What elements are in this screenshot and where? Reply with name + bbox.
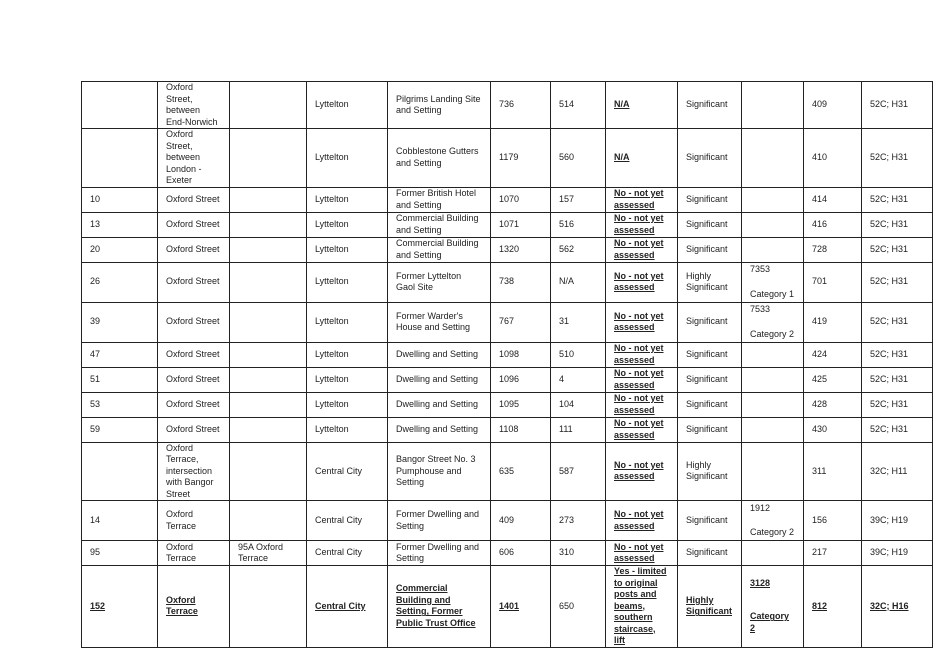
cell-street-name: Oxford Street [158,262,230,302]
cell-street-number: 47 [82,342,158,367]
cell-item-description: Commercial Building and Setting [388,237,491,262]
cell-significance: Significant [678,187,742,212]
cell-street-number [82,129,158,188]
cell-assessment-id: 650 [551,566,606,648]
cell-significance: Significant [678,237,742,262]
cell-district-plan-id: 217 [804,541,862,566]
cell-item-description: Former Lyttelton Gaol Site [388,262,491,302]
table-row [82,442,933,501]
cell-planning-map: 52C; H31 [862,342,933,367]
cell-item-description: Cobblestone Gutters and Setting [388,129,491,188]
listing-number: 1912 [750,502,771,513]
cell-planning-map: 39C; H19 [862,501,933,541]
cell-area: Lyttelton [307,417,388,442]
table-row [82,212,933,237]
cell-item-description: Dwelling and Setting [388,392,491,417]
cell-heritage-item-id: 1108 [491,417,551,442]
table-row [82,501,933,541]
cell-heritage-item-id: 1096 [491,367,551,392]
cell-significance: Significant [678,129,742,188]
cell-interior-protection: No - not yet assessed [606,417,678,442]
cell-alt-address [230,417,307,442]
cell-interior-protection: No - not yet assessed [606,367,678,392]
cell-alt-address [230,212,307,237]
cell-assessment-id: 510 [551,342,606,367]
cell-item-description: Bangor Street No. 3 Pumphouse and Setting [388,442,491,501]
cell-assessment-id: 104 [551,392,606,417]
cell-significance: Significant [678,302,742,342]
cell-nz-heritage-listing [742,566,804,648]
cell-district-plan-id: 409 [804,82,862,129]
cell-district-plan-id: 701 [804,262,862,302]
cell-assessment-id: 560 [551,129,606,188]
cell-district-plan-id: 419 [804,302,862,342]
cell-nz-heritage-listing [742,392,804,417]
cell-alt-address [230,262,307,302]
cell-planning-map: 52C; H31 [862,237,933,262]
cell-street-name: Oxford Street [158,367,230,392]
cell-street-number [82,442,158,501]
cell-item-description: Former Dwelling and Setting [388,541,491,566]
cell-nz-heritage-listing [742,442,804,501]
cell-street-number: 152 [82,566,158,648]
cell-street-name: Oxford Street [158,187,230,212]
cell-area: Lyttelton [307,367,388,392]
cell-significance: Significant [678,212,742,237]
cell-nz-heritage-listing [742,302,804,342]
table-row [82,82,933,129]
cell-area: Lyttelton [307,262,388,302]
cell-item-description: Dwelling and Setting [388,367,491,392]
cell-alt-address [230,392,307,417]
cell-interior-protection: N/A [606,129,678,188]
cell-interior-protection: No - not yet assessed [606,262,678,302]
cell-heritage-item-id: 1179 [491,129,551,188]
cell-heritage-item-id: 1098 [491,342,551,367]
cell-item-description: Former Dwelling and Setting [388,501,491,541]
cell-area: Lyttelton [307,82,388,129]
cell-street-number: 53 [82,392,158,417]
cell-heritage-item-id: 738 [491,262,551,302]
listing-category: Category 2 [750,611,790,633]
cell-interior-protection: No - not yet assessed [606,442,678,501]
cell-alt-address [230,302,307,342]
cell-interior-protection: No - not yet assessed [606,302,678,342]
cell-nz-heritage-listing [742,367,804,392]
heritage-table [81,81,933,648]
cell-district-plan-id: 416 [804,212,862,237]
cell-nz-heritage-listing [742,262,804,302]
cell-heritage-item-id: 409 [491,501,551,541]
cell-street-name: Oxford Street [158,302,230,342]
cell-area: Central City [307,442,388,501]
cell-street-number: 59 [82,417,158,442]
cell-planning-map: 39C; H19 [862,541,933,566]
cell-heritage-item-id: 736 [491,82,551,129]
cell-assessment-id: 562 [551,237,606,262]
cell-assessment-id: N/A [551,262,606,302]
cell-planning-map: 52C; H31 [862,392,933,417]
cell-significance: Significant [678,501,742,541]
cell-interior-protection: No - not yet assessed [606,392,678,417]
table-row [82,541,933,566]
listing-number: 3128 [750,578,771,589]
table-row [82,566,933,648]
cell-street-number: 14 [82,501,158,541]
cell-district-plan-id: 410 [804,129,862,188]
cell-area: Central City [307,501,388,541]
cell-street-number: 20 [82,237,158,262]
cell-item-description: Commercial Building and Setting, Former Public Trust Office [388,566,491,648]
table-row [82,302,933,342]
cell-heritage-item-id: 1071 [491,212,551,237]
cell-planning-map: 32C; H11 [862,442,933,501]
listing-category: Category 1 [750,288,795,299]
cell-heritage-item-id: 767 [491,302,551,342]
cell-item-description: Former British Hotel and Setting [388,187,491,212]
cell-significance: Significant [678,541,742,566]
cell-significance: Significant [678,417,742,442]
cell-alt-address [230,442,307,501]
cell-interior-protection: No - not yet assessed [606,501,678,541]
cell-planning-map: 52C; H31 [862,82,933,129]
cell-item-description: Former Warder's House and Setting [388,302,491,342]
cell-district-plan-id: 414 [804,187,862,212]
cell-street-name: Oxford Terrace, intersection with Bangor Street [158,442,230,501]
cell-street-number: 13 [82,212,158,237]
cell-significance: Highly Significant [678,262,742,302]
cell-district-plan-id: 728 [804,237,862,262]
cell-nz-heritage-listing [742,541,804,566]
table-row [82,237,933,262]
cell-area: Lyttelton [307,302,388,342]
cell-assessment-id: 310 [551,541,606,566]
cell-street-name: Oxford Street [158,392,230,417]
cell-assessment-id: 4 [551,367,606,392]
listing-category: Category 2 [750,328,795,339]
cell-nz-heritage-listing [742,501,804,541]
cell-alt-address [230,501,307,541]
cell-interior-protection: No - not yet assessed [606,541,678,566]
cell-significance: Highly Significant [678,442,742,501]
cell-street-name: Oxford Street [158,237,230,262]
cell-significance: Highly Significant [678,566,742,648]
cell-alt-address [230,566,307,648]
cell-planning-map: 52C; H31 [862,367,933,392]
cell-planning-map: 32C; H16 [862,566,933,648]
cell-planning-map: 52C; H31 [862,302,933,342]
cell-area: Lyttelton [307,187,388,212]
cell-planning-map: 52C; H31 [862,129,933,188]
cell-heritage-item-id: 1320 [491,237,551,262]
cell-interior-protection: No - not yet assessed [606,342,678,367]
cell-district-plan-id: 812 [804,566,862,648]
listing-number: 7533 [750,304,771,314]
table-row [82,367,933,392]
cell-assessment-id: 273 [551,501,606,541]
cell-heritage-item-id: 1401 [491,566,551,648]
cell-street-number: 10 [82,187,158,212]
cell-street-number: 39 [82,302,158,342]
cell-assessment-id: 31 [551,302,606,342]
cell-interior-protection: No - not yet assessed [606,212,678,237]
cell-interior-protection: No - not yet assessed [606,187,678,212]
cell-nz-heritage-listing [742,82,804,129]
cell-alt-address [230,367,307,392]
cell-area: Lyttelton [307,212,388,237]
cell-heritage-item-id: 635 [491,442,551,501]
cell-nz-heritage-listing [742,417,804,442]
cell-street-name: Oxford Terrace [158,541,230,566]
cell-assessment-id: 516 [551,212,606,237]
cell-street-name: Oxford Street [158,417,230,442]
listing-number: 7353 [750,264,771,274]
cell-interior-protection: No - not yet assessed [606,237,678,262]
table-row [82,129,933,188]
cell-significance: Significant [678,82,742,129]
cell-area: Lyttelton [307,237,388,262]
cell-area: Lyttelton [307,129,388,188]
cell-district-plan-id: 311 [804,442,862,501]
cell-significance: Significant [678,392,742,417]
cell-nz-heritage-listing [742,212,804,237]
cell-assessment-id: 111 [551,417,606,442]
cell-area: Lyttelton [307,392,388,417]
cell-heritage-item-id: 606 [491,541,551,566]
cell-nz-heritage-listing [742,129,804,188]
cell-street-number: 95 [82,541,158,566]
cell-nz-heritage-listing [742,237,804,262]
cell-item-description: Dwelling and Setting [388,417,491,442]
table-row [82,262,933,302]
cell-area: Central City [307,566,388,648]
cell-heritage-item-id: 1095 [491,392,551,417]
cell-area: Central City [307,541,388,566]
cell-street-name: Oxford Street [158,342,230,367]
cell-heritage-item-id: 1070 [491,187,551,212]
cell-item-description: Dwelling and Setting [388,342,491,367]
cell-planning-map: 52C; H31 [862,262,933,302]
cell-alt-address [230,129,307,188]
cell-significance: Significant [678,367,742,392]
cell-interior-protection: Yes - limited to original posts and beams, southern staircase, lift [606,566,678,648]
cell-assessment-id: 514 [551,82,606,129]
cell-significance: Significant [678,342,742,367]
listing-category: Category 2 [750,527,795,537]
cell-district-plan-id: 430 [804,417,862,442]
cell-street-number: 26 [82,262,158,302]
cell-street-number [82,82,158,129]
cell-street-name: Oxford Street [158,212,230,237]
cell-interior-protection: N/A [606,82,678,129]
cell-nz-heritage-listing [742,342,804,367]
table-row [82,342,933,367]
cell-item-description: Commercial Building and Setting [388,212,491,237]
cell-street-name: Oxford Terrace [158,566,230,648]
cell-area: Lyttelton [307,342,388,367]
cell-alt-address [230,342,307,367]
cell-district-plan-id: 428 [804,392,862,417]
cell-street-name: Oxford Terrace [158,501,230,541]
cell-assessment-id: 157 [551,187,606,212]
cell-alt-address [230,82,307,129]
cell-district-plan-id: 156 [804,501,862,541]
cell-assessment-id: 587 [551,442,606,501]
table-row [82,392,933,417]
cell-district-plan-id: 424 [804,342,862,367]
cell-alt-address [230,237,307,262]
cell-alt-address: 95A Oxford Terrace [230,541,307,566]
cell-nz-heritage-listing [742,187,804,212]
cell-district-plan-id: 425 [804,367,862,392]
cell-street-name: Oxford Street, between End-Norwich [158,82,230,129]
cell-planning-map: 52C; H31 [862,417,933,442]
cell-street-name: Oxford Street, between London -Exeter [158,129,230,188]
cell-item-description: Pilgrims Landing Site and Setting [388,82,491,129]
cell-planning-map: 52C; H31 [862,187,933,212]
cell-street-number: 51 [82,367,158,392]
cell-alt-address [230,187,307,212]
table-row [82,417,933,442]
table-row [82,187,933,212]
cell-planning-map: 52C; H31 [862,212,933,237]
